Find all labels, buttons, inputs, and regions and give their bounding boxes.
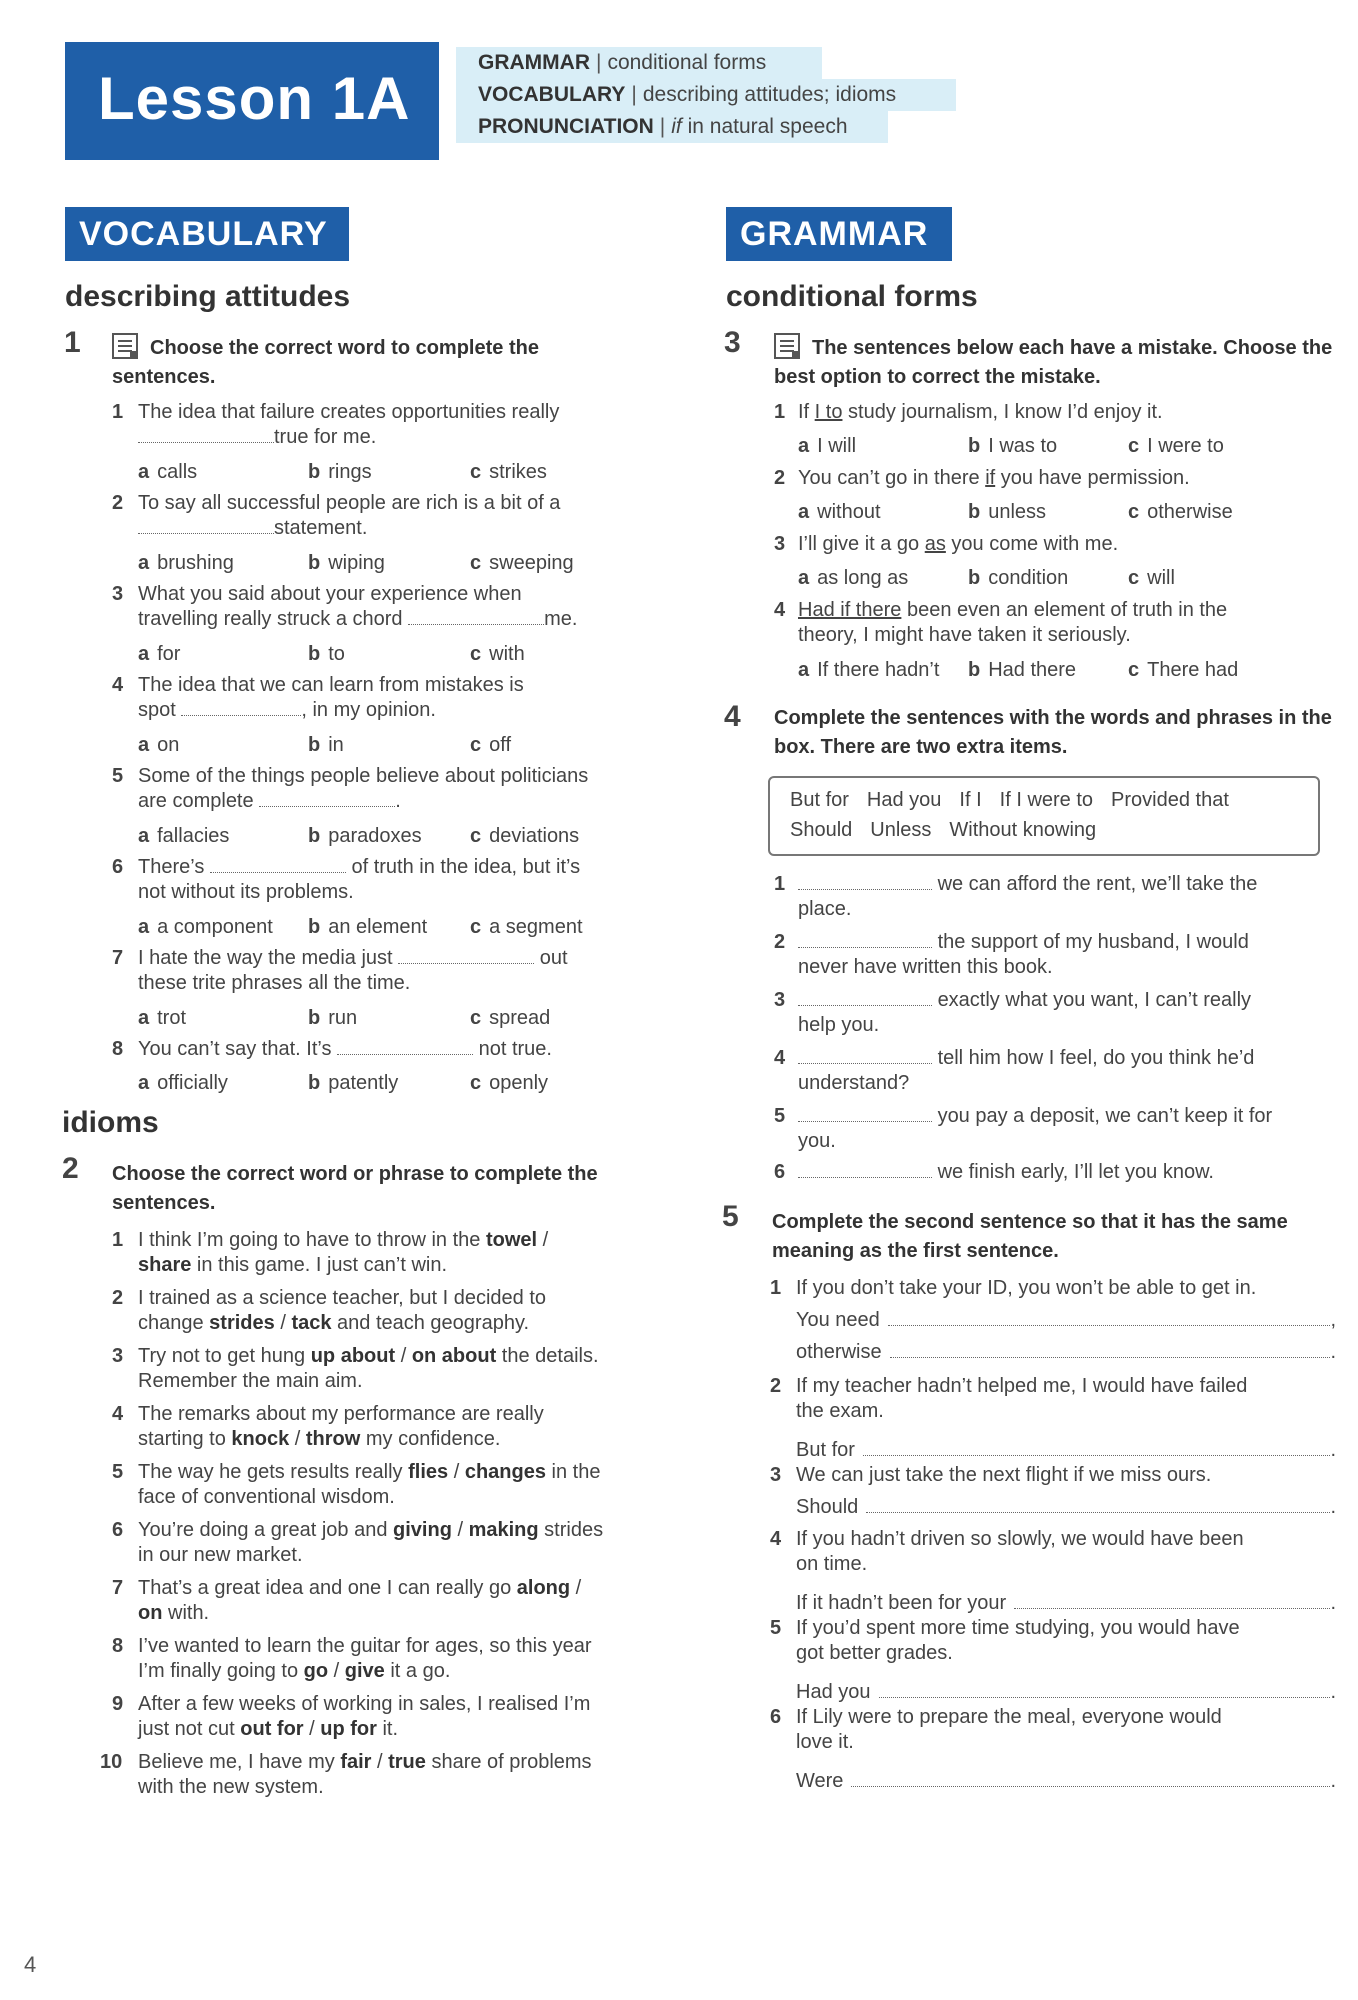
question-text: / <box>448 1461 465 1483</box>
question-text: / <box>395 1345 412 1367</box>
choice-option[interactable]: changes <box>464 1461 546 1483</box>
question-number: 2 <box>774 467 786 489</box>
sentence-end: . <box>1330 1770 1336 1792</box>
question-number: 6 <box>112 1519 124 1541</box>
question-text: If you hadn’t driven so slowly, we would have been <box>796 1528 1244 1550</box>
exercise-1-instruction-text: Choose the correct word to complete the sentences. <box>112 337 539 388</box>
question-text: with the new system. <box>138 1776 324 1798</box>
exercise-3-instruction-text: The sentences below each have a mistake. Choose the best option to correct the mistake. <box>774 337 1333 388</box>
question-number: 4 <box>774 1047 786 1069</box>
question-text: The idea that we can learn from mistakes is <box>138 674 524 696</box>
question-text: it. <box>376 1718 399 1740</box>
choice-option[interactable]: on <box>138 1602 163 1624</box>
question-text: If you’d spent more time studying, you would have <box>796 1617 1240 1639</box>
question-number: 2 <box>112 492 124 514</box>
question-text: . <box>395 790 401 812</box>
question-number: 6 <box>112 856 124 878</box>
question-text: exactly what you want, I can’t really <box>937 989 1252 1011</box>
option-b[interactable]: b an element <box>308 916 428 938</box>
question-text: / <box>289 1428 306 1450</box>
question-text: You can’t go in there <box>798 467 986 489</box>
question-number: 8 <box>112 1038 124 1060</box>
choice-option[interactable]: strides <box>209 1312 275 1334</box>
word-box-row-1 <box>790 789 1247 812</box>
question-text: with. <box>162 1602 210 1624</box>
sentence-end: . <box>1330 1681 1336 1703</box>
question-text: travelling really struck a chord <box>138 608 403 630</box>
word-box-item: Had you <box>866 789 942 811</box>
sentence-start: Were <box>796 1770 844 1792</box>
question-text: are complete <box>138 790 254 812</box>
question-number: 4 <box>112 1403 124 1425</box>
option-b[interactable]: b paradoxes <box>308 825 422 847</box>
mistake-underline: I to <box>814 401 843 423</box>
mistake-underline: if <box>985 467 996 489</box>
word-box-item: If I were to <box>999 789 1094 811</box>
choice-option[interactable]: throw <box>305 1428 361 1450</box>
option-a[interactable]: a a component <box>138 916 273 938</box>
header-grammar-topic: conditional forms <box>607 51 767 74</box>
option-a[interactable]: a calls <box>138 461 198 483</box>
exercise-1-instruction <box>112 333 632 392</box>
sentence-start: If it hadn’t been for your <box>796 1592 1007 1614</box>
answer-line[interactable] <box>890 1341 1331 1358</box>
option-a[interactable]: a officially <box>138 1072 228 1094</box>
question-text: / <box>451 1519 469 1541</box>
choice-option[interactable]: towel <box>485 1229 538 1251</box>
sentence-start: Should <box>796 1496 859 1518</box>
answer-blank[interactable] <box>181 699 301 716</box>
question-text: The remarks about my performance are really <box>138 1403 544 1425</box>
header-vocabulary-strip: VOCABULARY | describing attitudes; idioms <box>456 79 956 111</box>
question-text: I trained as a science teacher, but I decided to <box>138 1287 547 1309</box>
choice-option[interactable]: tack <box>291 1312 332 1334</box>
question-text: it a go. <box>384 1660 451 1682</box>
question-text: and teach geography. <box>331 1312 530 1334</box>
sentence-start: You need <box>796 1309 880 1331</box>
question-number: 7 <box>112 1577 124 1599</box>
choice-option[interactable]: give <box>344 1660 385 1682</box>
question-text: After a few weeks of working in sales, I realised I’m <box>138 1693 591 1715</box>
question-number: 6 <box>774 1161 786 1183</box>
question-number: 4 <box>112 674 124 696</box>
question-text: tell him how I feel, do you think he’d <box>937 1047 1255 1069</box>
option-a[interactable]: a brushing <box>138 552 234 574</box>
question-text: help you. <box>798 1014 880 1036</box>
question-number: 2 <box>774 931 786 953</box>
question-text: just not cut <box>138 1718 241 1740</box>
option-c[interactable]: c with <box>470 643 525 665</box>
book-icon <box>774 333 800 359</box>
answer-line[interactable] <box>888 1309 1331 1326</box>
header-pronunciation-rest: in natural speech <box>681 115 848 138</box>
grammar-banner: GRAMMAR <box>726 207 952 261</box>
option-a[interactable]: a trot <box>138 1007 187 1029</box>
question-number: 3 <box>774 533 786 555</box>
choice-option[interactable]: out for <box>240 1718 304 1740</box>
question-text: study journalism, I know I’d enjoy it. <box>842 401 1163 423</box>
question-number: 3 <box>112 1345 124 1367</box>
mistake-underline: as <box>924 533 946 555</box>
answer-blank[interactable] <box>798 1161 932 1178</box>
option-b[interactable]: b unless <box>968 501 1047 523</box>
option-b[interactable]: b to <box>308 643 345 665</box>
question-text: statement. <box>274 517 368 539</box>
question-number: 1 <box>112 401 124 423</box>
answer-blank[interactable] <box>259 790 395 807</box>
question-text: Some of the things people believe about politicians <box>138 765 589 787</box>
question-text: You’re doing a great job and <box>138 1519 394 1541</box>
question-text: To say all successful people are rich is a bit of a <box>138 492 561 514</box>
option-a[interactable]: a I will <box>798 435 857 457</box>
answer-line[interactable] <box>866 1496 1330 1513</box>
sentence-end: . <box>1330 1439 1336 1461</box>
question-number: 4 <box>774 599 786 621</box>
lesson-title: Lesson 1A <box>98 65 411 132</box>
question-text: I’ll give it a go <box>798 533 925 555</box>
question-number: 1 <box>112 1229 124 1251</box>
question-number: 4 <box>770 1528 782 1550</box>
question-text: I think I’m going to have to throw in the <box>138 1229 486 1251</box>
question-number: 5 <box>770 1617 782 1639</box>
page-number: 4 <box>24 1952 37 1977</box>
question-text: Try not to get hung <box>138 1345 311 1367</box>
sentence-end: . <box>1330 1496 1336 1518</box>
question-text: starting to <box>138 1428 232 1450</box>
option-a[interactable]: a for <box>138 643 181 665</box>
word-box-item: Without knowing <box>949 819 1097 841</box>
question-number: 6 <box>770 1706 782 1728</box>
question-text: The way he gets results really <box>138 1461 409 1483</box>
choice-option[interactable]: flies <box>408 1461 449 1483</box>
option-b[interactable]: b patently <box>308 1072 399 1094</box>
vocabulary-banner: VOCABULARY <box>65 207 349 261</box>
question-text: of truth in the idea, but it’s <box>351 856 581 878</box>
option-a[interactable]: a as long as <box>798 567 909 589</box>
question-text: theory, I might have taken it seriously. <box>798 624 1131 646</box>
question-text: you come with me. <box>945 533 1119 555</box>
question-text: I’ve wanted to learn the guitar for ages, so this year <box>138 1635 592 1657</box>
question-number: 8 <box>112 1635 124 1657</box>
question-text: we finish early, I’ll let you know. <box>937 1161 1214 1183</box>
option-c[interactable]: c sweeping <box>470 552 574 574</box>
question-number: 5 <box>112 1461 124 1483</box>
question-text: my confidence. <box>360 1428 501 1450</box>
answer-blank[interactable] <box>210 856 346 873</box>
question-text: You can’t say that. It’s <box>138 1038 332 1060</box>
answer-line[interactable] <box>851 1770 1330 1787</box>
question-text: If <box>798 401 815 423</box>
question-number: 1 <box>774 401 786 423</box>
word-box-item: But for <box>790 789 849 811</box>
choice-option[interactable]: on about <box>411 1345 497 1367</box>
choice-option[interactable]: knock <box>231 1428 290 1450</box>
option-b[interactable]: b wiping <box>308 552 385 574</box>
question-text: in our new market. <box>138 1544 303 1566</box>
choice-option[interactable]: share <box>138 1254 192 1276</box>
answer-blank[interactable] <box>138 426 274 443</box>
header-grammar-label: GRAMMAR <box>478 51 590 74</box>
word-box <box>768 776 1320 856</box>
question-text: / <box>537 1229 549 1251</box>
answer-blank[interactable] <box>798 931 932 948</box>
answer-blank[interactable] <box>798 989 932 1006</box>
answer-blank[interactable] <box>138 517 274 534</box>
question-text: out <box>539 947 568 969</box>
question-number: 5 <box>112 765 124 787</box>
mistake-underline: Had if there <box>798 599 902 621</box>
question-text: / <box>328 1660 345 1682</box>
question-number: 3 <box>774 989 786 1011</box>
header-pronunciation-strip: PRONUNCIATION | if in natural speech <box>456 111 888 143</box>
sentence-end: . <box>1330 1341 1336 1363</box>
question-text: you have permission. <box>995 467 1190 489</box>
conditional-forms-heading: conditional forms <box>726 280 978 313</box>
answer-line[interactable] <box>863 1439 1331 1456</box>
question-text: If my teacher hadn’t helped me, I would have failed <box>796 1375 1248 1397</box>
word-box-item: Should <box>790 819 853 841</box>
question-text: place. <box>798 898 852 920</box>
question-text: / <box>371 1751 389 1773</box>
sentence-start: Had you <box>796 1681 871 1703</box>
header-vocabulary-topic: describing attitudes; idioms <box>642 83 897 106</box>
choice-option[interactable]: up for <box>320 1718 377 1740</box>
option-b[interactable]: b Had there <box>968 659 1077 681</box>
choice-option[interactable]: making <box>468 1519 539 1541</box>
word-box-item: Unless <box>870 819 932 841</box>
option-b[interactable]: b I was to <box>968 435 1058 457</box>
question-text: We can just take the next flight if we miss ours. <box>796 1464 1212 1486</box>
describing-attitudes-heading: describing attitudes <box>65 280 351 313</box>
question-number: 3 <box>770 1464 782 1486</box>
header-grammar-strip: GRAMMAR | conditional forms <box>456 47 822 79</box>
question-text: / <box>303 1718 321 1740</box>
question-text: not without its problems. <box>138 881 354 903</box>
choice-option[interactable]: true <box>388 1751 426 1773</box>
word-box-item: Provided that <box>1111 789 1229 811</box>
option-c[interactable]: c openly <box>470 1072 549 1094</box>
answer-blank[interactable] <box>398 947 534 964</box>
option-c[interactable]: c I were to <box>1128 435 1224 457</box>
exercise-5-instruction: Complete the second sentence so that it has the same meaning as the first sentence. <box>772 1211 1288 1262</box>
question-text: in this game. I just can’t win. <box>191 1254 448 1276</box>
question-text: If Lily were to prepare the meal, everyone would <box>796 1706 1222 1728</box>
idioms-heading: idioms <box>62 1106 159 1139</box>
sentence-end: , <box>1330 1309 1336 1331</box>
word-box-row-2 <box>790 819 1114 842</box>
option-c[interactable]: c otherwise <box>1128 501 1233 523</box>
question-text: the details. <box>496 1345 599 1367</box>
question-text: Believe me, I have my <box>138 1751 341 1773</box>
question-text: Remember the main aim. <box>138 1370 363 1392</box>
option-b[interactable]: b condition <box>968 567 1069 589</box>
sentence-start: otherwise <box>796 1341 882 1363</box>
option-c[interactable]: c spread <box>470 1007 551 1029</box>
exercise-3-instruction <box>774 333 1334 392</box>
option-a[interactable]: a fallacies <box>138 825 230 847</box>
option-c[interactable]: c a segment <box>470 916 583 938</box>
choice-option[interactable]: fair <box>340 1751 372 1773</box>
header-vocabulary-label: VOCABULARY <box>478 83 626 106</box>
answer-blank[interactable] <box>798 1105 932 1122</box>
question-number: 7 <box>112 947 124 969</box>
question-text: share of problems <box>425 1751 592 1773</box>
question-text: / <box>570 1577 582 1599</box>
question-number: 2 <box>770 1375 782 1397</box>
question-number: 10 <box>100 1751 123 1773</box>
question-text: you pay a deposit, we can’t keep it for <box>937 1105 1273 1127</box>
question-text: on time. <box>796 1553 868 1575</box>
question-text: The idea that failure creates opportunities really <box>138 401 560 423</box>
question-text: the support of my husband, I would <box>937 931 1249 953</box>
question-text: If you don’t take your ID, you won’t be able to get in. <box>796 1277 1257 1299</box>
question-number: 9 <box>112 1693 124 1715</box>
answer-blank[interactable] <box>798 873 932 890</box>
word-box-item: If I <box>959 789 982 811</box>
option-a[interactable]: a without <box>798 501 881 523</box>
question-number: 3 <box>112 583 124 605</box>
header-pronunciation-label: PRONUNCIATION <box>478 115 654 138</box>
exercise-2-instruction: Choose the correct word or phrase to complete the sentences. <box>112 1163 598 1214</box>
question-text: not true. <box>478 1038 552 1060</box>
option-b[interactable]: b rings <box>308 461 372 483</box>
sentence-start: But for <box>796 1439 855 1461</box>
option-b[interactable]: b run <box>308 1007 358 1029</box>
question-number: 1 <box>774 873 786 895</box>
option-c[interactable]: c deviations <box>470 825 580 847</box>
option-c[interactable]: c There had <box>1128 659 1239 681</box>
answer-line[interactable] <box>1014 1592 1330 1609</box>
question-number: 2 <box>112 1287 124 1309</box>
answer-line[interactable] <box>879 1681 1331 1698</box>
option-c[interactable]: c will <box>1128 567 1175 589</box>
book-icon <box>112 333 138 359</box>
question-number: 1 <box>770 1277 782 1299</box>
answer-blank[interactable] <box>798 1047 932 1064</box>
question-text: spot <box>138 699 176 721</box>
question-text: been even an element of truth in the <box>901 599 1228 621</box>
question-text: / <box>274 1312 292 1334</box>
question-text: me. <box>544 608 578 630</box>
choice-option[interactable]: up about <box>310 1345 396 1367</box>
question-text: true for me. <box>274 426 377 448</box>
sentence-end: . <box>1330 1592 1336 1614</box>
question-text: the exam. <box>796 1400 884 1422</box>
question-text: love it. <box>796 1731 854 1753</box>
question-text: face of conventional wisdom. <box>138 1486 395 1508</box>
question-text: understand? <box>798 1072 910 1094</box>
option-c[interactable]: c off <box>470 734 511 756</box>
question-text: you. <box>798 1130 836 1152</box>
option-a[interactable]: a If there hadn’t <box>798 659 940 681</box>
header-pronunciation-italic: if <box>671 115 682 138</box>
exercise-3-number: 3 <box>724 326 741 359</box>
option-a[interactable]: a on <box>138 734 180 756</box>
exercise-2-number: 2 <box>62 1152 79 1185</box>
question-text: we can afford the rent, we’ll take the <box>937 873 1258 895</box>
exercise-4-instruction: Complete the sentences with the words and phrases in the box. There are two extra items. <box>774 707 1332 758</box>
question-text: I’m finally going to <box>138 1660 304 1682</box>
answer-blank[interactable] <box>337 1038 473 1055</box>
question-text: , in my opinion. <box>301 699 436 721</box>
question-text: in the <box>545 1461 601 1483</box>
question-text: I hate the way the media just <box>138 947 393 969</box>
option-b[interactable]: b in <box>308 734 344 756</box>
question-number: 5 <box>774 1105 786 1127</box>
choice-option[interactable]: along <box>516 1577 571 1599</box>
question-text: That’s a great idea and one I can really go <box>138 1577 517 1599</box>
choice-option[interactable]: giving <box>393 1519 452 1541</box>
exercise-1-number: 1 <box>64 326 81 359</box>
exercise-4-number: 4 <box>724 700 741 733</box>
question-text: never have written this book. <box>798 956 1053 978</box>
answer-blank[interactable] <box>408 608 544 625</box>
question-text: change <box>138 1312 210 1334</box>
option-c[interactable]: c strikes <box>470 461 547 483</box>
exercise-5-number: 5 <box>722 1200 739 1233</box>
question-text: these trite phrases all the time. <box>138 972 411 994</box>
choice-option[interactable]: go <box>303 1660 329 1682</box>
question-text: got better grades. <box>796 1642 953 1664</box>
question-text: There’s <box>138 856 205 878</box>
question-text: What you said about your experience when <box>138 583 522 605</box>
question-text: strides <box>538 1519 604 1541</box>
